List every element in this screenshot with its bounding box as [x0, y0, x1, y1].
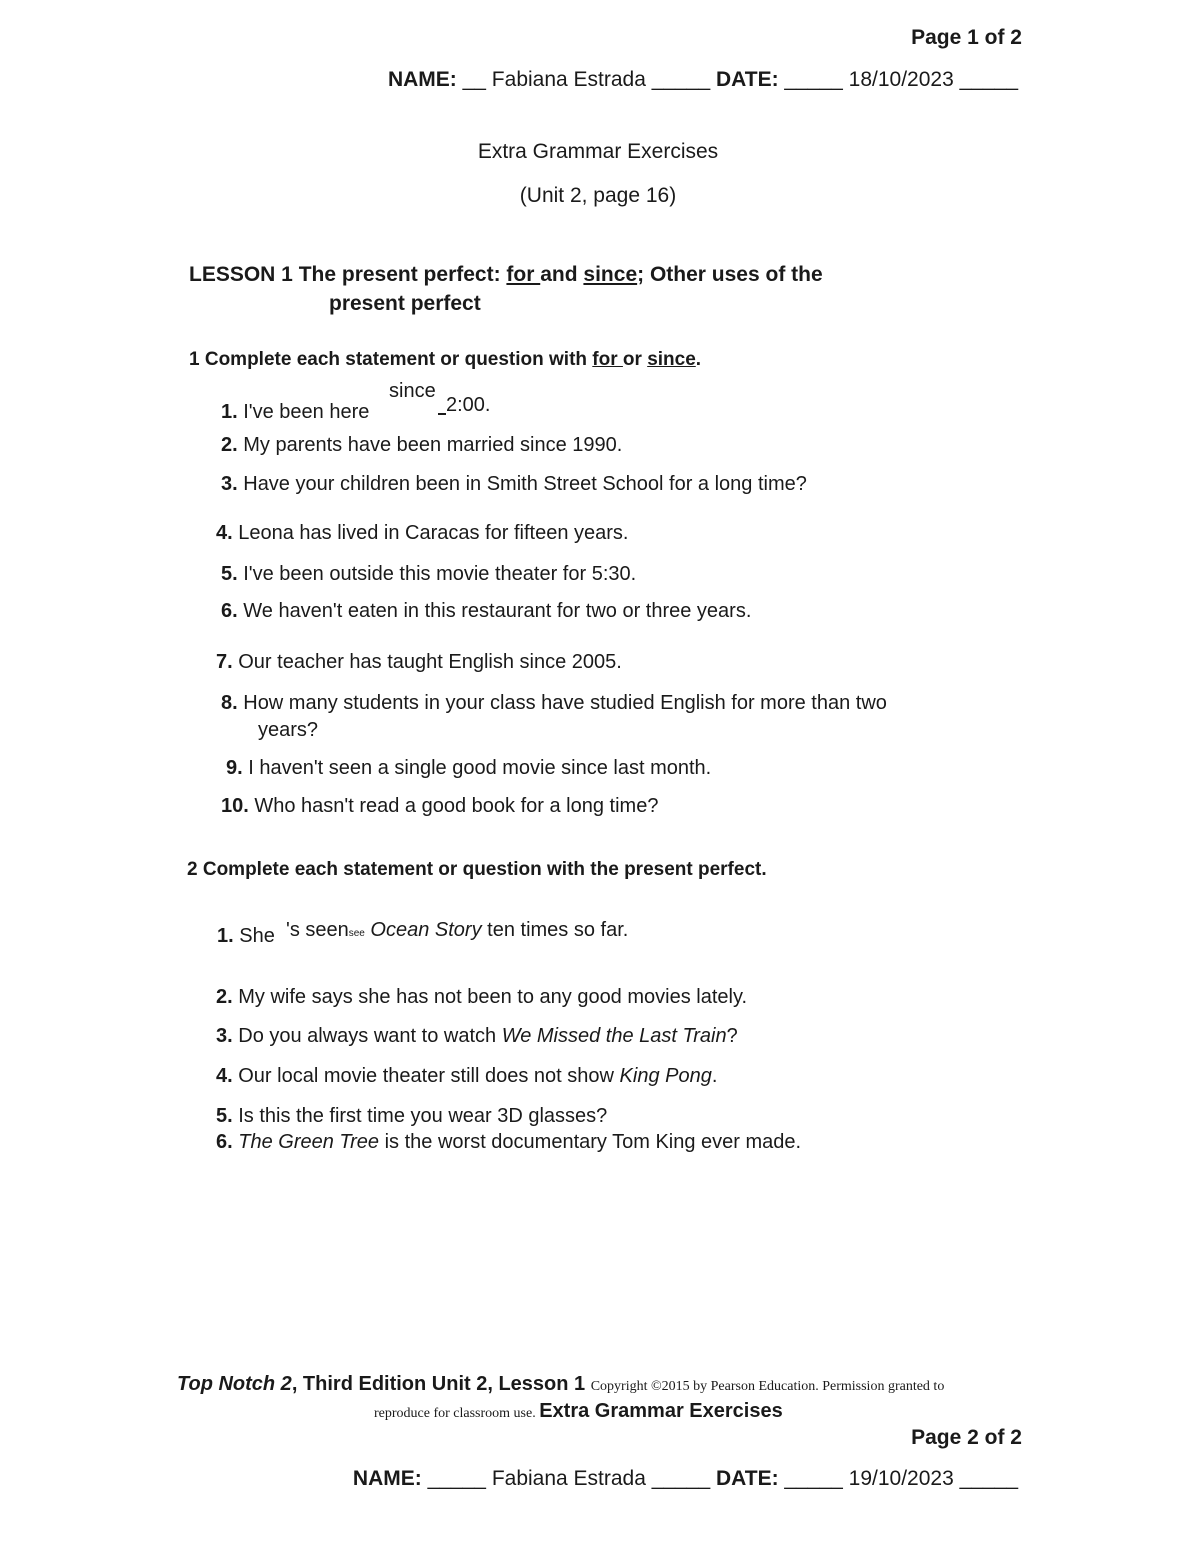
ex2-item-1 — [217, 925, 275, 948]
name-label-2: NAME: — [352, 1467, 422, 1490]
ex2-item-6-text: is the worst documentary Tom King ever made. — [379, 1131, 802, 1153]
ex1-item-5-number: 5. — [221, 563, 238, 585]
ex2-item-1-number: 1. — [217, 925, 234, 947]
ex2-item-2-number: 2. — [216, 986, 233, 1008]
ex1-item-6-number: 6. — [221, 600, 238, 622]
ex1-item-2 — [221, 434, 622, 457]
exercise-1-heading-period: . — [695, 349, 702, 370]
date-value-2: _____ 19/10/2023 _____ — [778, 1467, 1018, 1490]
header-name-date-2 — [353, 1467, 1018, 1491]
date-label: DATE: — [715, 68, 779, 91]
ex1-item-2-number: 2. — [221, 434, 238, 456]
exercise-1-heading-or: or — [622, 349, 648, 370]
footer-edition: , Third Edition Unit 2, Lesson 1 — [291, 1373, 591, 1395]
footer-extra-title: Extra Grammar Exercises — [539, 1400, 783, 1422]
name-label: NAME: — [387, 68, 457, 91]
ex1-item-7-text: Our teacher has taught English since 2005. — [232, 651, 622, 673]
ex1-item-9 — [226, 757, 711, 780]
ex1-item-3 — [221, 473, 807, 496]
ex2-item-5 — [216, 1105, 607, 1128]
ex1-item-9-number: 9. — [226, 757, 243, 779]
ex2-item-3-end: ? — [726, 1025, 738, 1047]
ex1-item-7 — [216, 651, 622, 674]
ex1-item-8-number: 8. — [221, 692, 238, 714]
lesson-heading-for: for — [506, 263, 541, 286]
ex1-item-8-line2: years? — [258, 719, 319, 741]
exercise-2-heading: 2 Complete each statement or question with the present perfect. — [187, 859, 767, 880]
ex1-item-10-number: 10. — [221, 795, 249, 817]
ex1-item-1-blank-line — [438, 413, 446, 415]
exercise-1-heading-for: for — [592, 349, 623, 370]
ex2-item-1-answer[interactable]: 's seen — [286, 919, 349, 941]
lesson-heading-and: and — [540, 263, 584, 286]
ex2-item-4-text: Our local movie theater still does not show — [232, 1065, 620, 1087]
page-number: Page 1 of 2 — [911, 26, 1022, 49]
footer-line-2 — [374, 1400, 783, 1423]
ex1-item-7-number: 7. — [216, 651, 233, 673]
ex2-item-4-title: King Pong — [619, 1065, 712, 1087]
ex1-item-1-text: I've been here — [237, 401, 370, 423]
ex1-item-2-text: My parents have been married since 1990. — [237, 434, 623, 456]
footer-line-1 — [177, 1373, 944, 1396]
ex2-item-1-answer-group — [286, 919, 628, 942]
ex1-item-3-number: 3. — [221, 473, 238, 495]
ex1-item-6-text: We haven't eaten in this restaurant for two or three years. — [237, 600, 752, 622]
ex2-item-6 — [216, 1131, 801, 1154]
ex1-item-5 — [221, 563, 636, 586]
ex2-item-3-title: We Missed the Last Train — [501, 1025, 727, 1047]
ex2-item-6-title: The Green Tree — [232, 1131, 380, 1153]
lesson-heading-since: since — [583, 263, 638, 286]
ex2-item-4-end: . — [711, 1065, 718, 1087]
ex1-item-9-text: I haven't seen a single good movie since last month. — [242, 757, 712, 779]
ex1-item-4 — [216, 522, 628, 545]
ex1-item-6 — [221, 600, 751, 623]
ex2-item-3-number: 3. — [216, 1025, 233, 1047]
footer-book-title: Top Notch 2 — [177, 1373, 292, 1395]
ex2-item-3 — [216, 1025, 738, 1048]
ex2-item-1-rest: ten times so far. — [481, 919, 629, 941]
ex1-item-4-text: Leona has lived in Caracas for fifteen years. — [232, 522, 629, 544]
ex1-item-1-answer[interactable]: since — [389, 380, 436, 402]
ex2-item-2 — [216, 986, 747, 1009]
lesson-heading — [189, 263, 823, 287]
page-subtitle: (Unit 2, page 16) — [519, 184, 677, 207]
ex2-item-4-number: 4. — [216, 1065, 233, 1087]
ex1-item-8-text: How many students in your class have studied English for more than two — [237, 692, 887, 714]
ex2-item-5-number: 5. — [216, 1105, 233, 1127]
ex2-item-4 — [216, 1065, 717, 1088]
ex1-item-1-number: 1. — [221, 401, 238, 423]
lesson-heading-prefix: LESSON 1 The present perfect: — [189, 263, 507, 286]
ex2-item-1-subject: She — [233, 925, 275, 947]
page-number-2: Page 2 of 2 — [911, 1426, 1022, 1449]
ex2-item-2-text: My wife says she has not been to any good movies lately. — [232, 986, 748, 1008]
footer-reproduce: reproduce for classroom use. — [374, 1406, 540, 1421]
name-value-2: _____ Fabiana Estrada _____ — [421, 1467, 716, 1490]
ex2-item-3-text: Do you always want to watch — [232, 1025, 502, 1047]
ex1-item-8 — [221, 692, 887, 715]
header-name-date — [388, 68, 1018, 92]
lesson-heading-rest: ; Other uses of the — [637, 263, 823, 286]
ex1-item-10-text: Who hasn't read a good book for a long time? — [248, 795, 659, 817]
date-value: _____ 18/10/2023 _____ — [778, 68, 1018, 91]
ex2-item-1-hint: see — [348, 928, 365, 939]
ex1-item-5-text: I've been outside this movie theater for 5:30. — [237, 563, 637, 585]
date-label-2: DATE: — [715, 1467, 779, 1490]
footer-copyright: Copyright ©2015 by Pearson Education. Permission granted to — [590, 1379, 945, 1394]
ex1-item-4-number: 4. — [216, 522, 233, 544]
ex2-item-5-text: Is this the first time you wear 3D glasses? — [232, 1105, 608, 1127]
ex2-item-6-number: 6. — [216, 1131, 233, 1153]
lesson-heading-line2: present perfect — [329, 292, 481, 315]
exercise-1-heading-prefix: 1 Complete each statement or question with — [189, 349, 593, 370]
ex1-item-1-after: 2:00. — [446, 394, 491, 416]
ex2-item-1-title: Ocean Story — [364, 919, 482, 941]
ex1-item-3-text: Have your children been in Smith Street School for a long time? — [237, 473, 807, 495]
ex1-item-1 — [221, 401, 369, 424]
name-value: __ Fabiana Estrada _____ — [456, 68, 716, 91]
exercise-1-heading — [189, 349, 701, 371]
ex1-item-10 — [221, 795, 658, 818]
exercise-1-heading-since: since — [647, 349, 696, 370]
page-title: Extra Grammar Exercises — [477, 140, 719, 163]
